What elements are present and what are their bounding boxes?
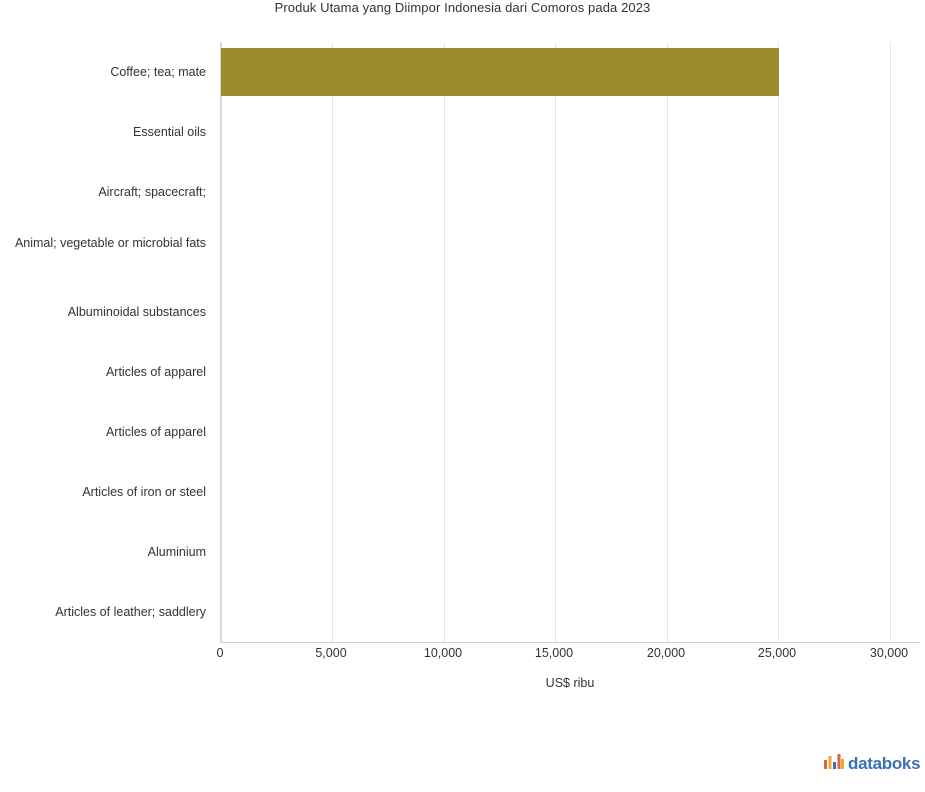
chart-title: Produk Utama yang Diimpor Indonesia dari Comoros pada 2023 <box>274 0 651 15</box>
y-axis-label-7: Articles of iron or steel <box>82 485 206 499</box>
databoks-logo[interactable] <box>824 752 920 774</box>
x-tick-20000: 20,000 <box>646 646 686 660</box>
y-axis-label-1: Essential oils <box>133 125 206 139</box>
y-axis-label-4: Albuminoidal substances <box>67 305 206 319</box>
databoks-logo-text: databoks <box>848 753 921 773</box>
y-axis-label-2: Aircraft; spacecraft; <box>98 185 206 199</box>
bars-layer <box>221 42 921 642</box>
y-axis-category-labels <box>0 42 206 642</box>
databoks-bars-icon <box>824 754 844 772</box>
y-axis-label-0: Coffee; tea; mate <box>110 65 206 79</box>
y-axis-label-9: Articles of leather; saddlery <box>55 605 206 619</box>
x-tick-15000: 15,000 <box>534 646 574 660</box>
bar-0[interactable] <box>221 48 779 96</box>
x-tick-10000: 10,000 <box>423 646 463 660</box>
x-axis-line <box>220 642 920 643</box>
x-tick-25000: 25,000 <box>757 646 797 660</box>
x-tick-0: 0 <box>216 646 224 660</box>
y-axis-label-6: Articles of apparel <box>105 425 206 439</box>
x-tick-5000: 5,000 <box>315 646 347 660</box>
x-tick-30000: 30,000 <box>869 646 909 660</box>
y-axis-label-8: Aluminium <box>147 545 206 559</box>
y-axis-label-3: Animal; vegetable or microbial fats <box>14 236 206 250</box>
x-axis-title: US$ ribu <box>545 676 595 690</box>
x-axis-tick-labels <box>0 646 925 666</box>
y-axis-label-5: Articles of apparel <box>105 365 206 379</box>
plot-area <box>220 42 921 642</box>
